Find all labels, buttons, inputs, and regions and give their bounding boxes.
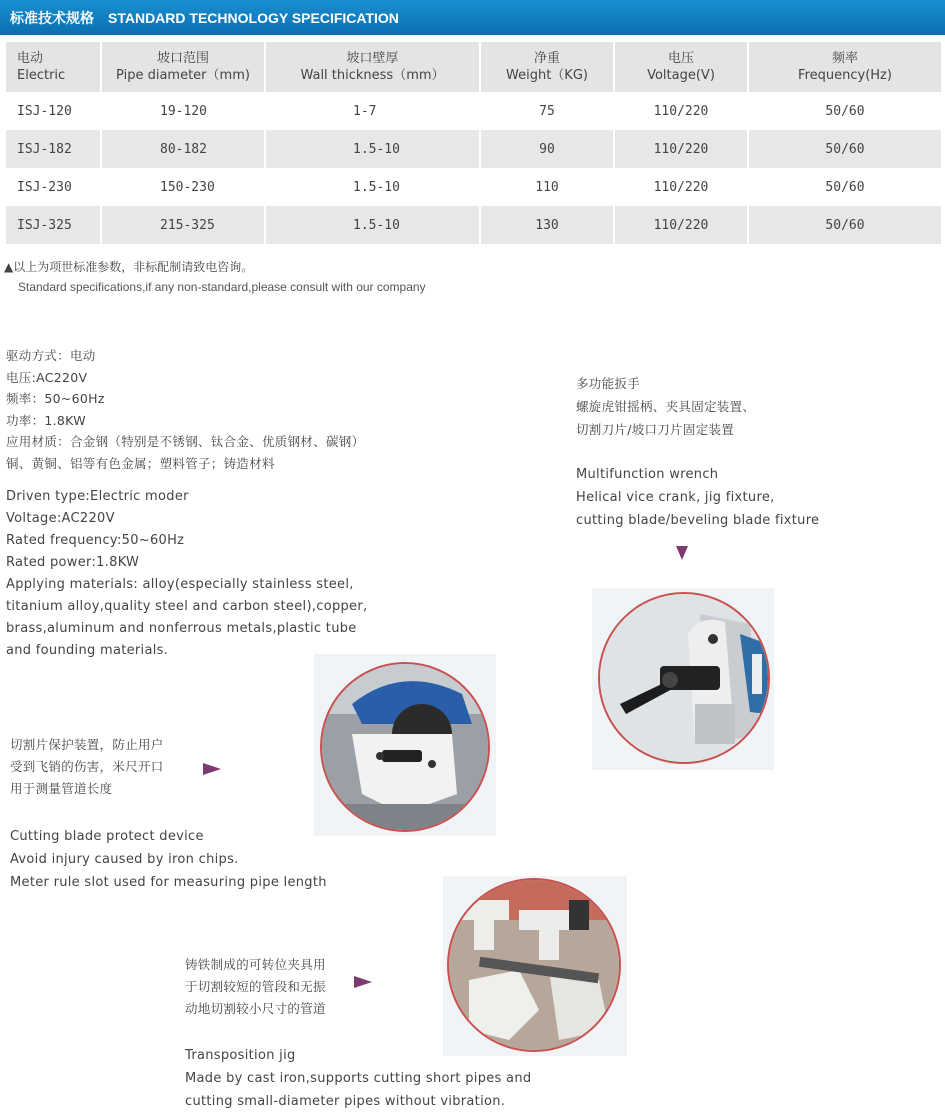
col-header-model: 电动 Electric [6, 42, 101, 92]
cell-weight: 75 [480, 92, 614, 130]
cell-model: ISJ-230 [17, 179, 72, 195]
spec-line: brass,aluminum and nonferrous metals,plastic tube [6, 621, 357, 636]
spec-line: Driven type:Electric moder [6, 489, 189, 504]
blade-zh [10, 734, 164, 800]
cell-frequency: 50/60 [748, 92, 941, 130]
spec-line: 应用材质：合金钢（特别是不锈钢、钛合金、优质钢材、碳钢） [6, 434, 365, 449]
cell-wall-thickness: 1.5-10 [265, 206, 480, 244]
spec-line: and founding materials. [6, 643, 169, 658]
table-row [6, 130, 941, 168]
cell-pipe-diameter: 19-120 [101, 92, 265, 130]
header-title-zh: 标准技术规格 [10, 10, 94, 27]
arrow-right-icon [203, 763, 221, 775]
cell-voltage: 110/220 [614, 92, 748, 130]
cell-weight: 90 [480, 130, 614, 168]
jig-zh-line: 于切割较短的管段和无振 [185, 979, 326, 994]
wrench-en-line: Multifunction wrench [576, 467, 719, 482]
spec-line: Voltage:AC220V [6, 511, 115, 526]
note-en: Standard specifications,if any non-standard,please consult with our company [18, 280, 426, 294]
table-header-row [6, 42, 941, 92]
jig-zh-line: 铸铁制成的可转位夹具用 [185, 957, 326, 972]
blade-guard-illustration [322, 664, 490, 832]
blade-zh-line: 切割片保护装置，防止用户 [10, 737, 164, 752]
photo-ring [598, 592, 770, 764]
spec-line: 频率：50~60Hz [6, 391, 105, 406]
cell-frequency: 50/60 [748, 168, 941, 206]
spec-line: titanium alloy,quality steel and carbon steel),copper, [6, 599, 368, 614]
specs-zh [6, 345, 364, 474]
wrench-photo [592, 588, 774, 770]
cell-model: ISJ-182 [6, 130, 101, 168]
cell-weight: 110 [480, 168, 614, 206]
wrench-zh-line: 多功能扳手 [576, 376, 641, 391]
blade-en [10, 825, 327, 894]
spec-line: 功率：1.8KW [6, 412, 86, 428]
cell-wall-thickness: 1-7 [265, 92, 480, 130]
wrench-machine-illustration [600, 594, 770, 764]
col-header-pipe-diameter: 坡口范围 Pipe diameter（mm) [101, 42, 265, 92]
cell-frequency: 50/60 [748, 130, 941, 168]
spec-line: 驱动方式：电动 [6, 348, 96, 363]
cell-voltage: 110/220 [614, 130, 748, 168]
jig-illustration [449, 880, 621, 1052]
wrench-en [576, 463, 819, 532]
wrench-zh-line: 螺旋虎钳摇柄、夹具固定装置、 [576, 399, 756, 414]
photo-ring [320, 662, 490, 832]
jig-zh-line: 动地切割较小尺寸的管道 [185, 1001, 326, 1016]
arrow-right-icon [354, 976, 372, 988]
cell-model: ISJ-120 [17, 103, 72, 119]
photo-ring [447, 878, 621, 1052]
cell-wall-thickness: 1.5-10 [265, 168, 480, 206]
spec-line: Applying materials: alloy(especially stainless steel, [6, 577, 354, 592]
cell-frequency: 50/60 [748, 206, 941, 244]
blade-en-line: Meter rule slot used for measuring pipe length [10, 875, 327, 890]
blade-en-line: Cutting blade protect device [10, 829, 204, 844]
cell-voltage: 110/220 [614, 168, 748, 206]
cell-weight: 130 [480, 206, 614, 244]
spec-line: Rated power:1.8KW [6, 555, 140, 570]
arrow-down-icon [676, 546, 688, 560]
table-row [6, 92, 941, 130]
col-header-frequency: 频率 Frequency(Hz) [748, 42, 941, 92]
wrench-en-line: cutting blade/beveling blade fixture [576, 513, 820, 528]
spec-line: 电压:AC220V [6, 369, 88, 385]
jig-en-line: Transposition jig [185, 1048, 296, 1063]
jig-en-line: cutting small-diameter pipes without vibration. [185, 1094, 506, 1109]
cell-voltage: 110/220 [614, 206, 748, 244]
wrench-zh-line: 切割刀片/坡口刀片固定装置 [576, 422, 735, 437]
table-row [6, 206, 941, 244]
blade-guard-photo [314, 654, 496, 836]
col-header-voltage: 电压 Voltage(V) [614, 42, 748, 92]
table-row [6, 168, 941, 206]
col-header-weight: 净重 Weight（KG) [480, 42, 614, 92]
col-header-wall-thickness: 坡口壁厚 Wall thickness（mm） [265, 42, 480, 92]
spec-line: 铜、黄铜、铝等有色金属；塑料管子；铸造材料 [6, 455, 275, 471]
header-title-en: STANDARD TECHNOLOGY SPECIFICATION [108, 9, 399, 26]
specs-en [6, 486, 367, 662]
jig-en [185, 1044, 531, 1113]
cell-pipe-diameter: 215-325 [101, 206, 265, 244]
wrench-zh [576, 372, 755, 441]
cell-pipe-diameter: 150-230 [101, 168, 265, 206]
jig-photo [443, 876, 627, 1056]
blade-zh-line: 受到飞销的伤害，米尺开口 [10, 759, 164, 774]
cell-wall-thickness: 1.5-10 [265, 130, 480, 168]
cell-pipe-diameter: 80-182 [101, 130, 265, 168]
spec-table [6, 42, 941, 244]
jig-en-line: Made by cast iron,supports cutting short pipes and [185, 1071, 532, 1086]
cell-model: ISJ-325 [6, 206, 101, 244]
wrench-en-line: Helical vice crank, jig fixture, [576, 490, 775, 505]
spec-header-bar [0, 0, 945, 35]
blade-en-line: Avoid injury caused by iron chips. [10, 852, 239, 867]
jig-zh [185, 954, 326, 1020]
spec-line: Rated frequency:50~60Hz [6, 533, 185, 548]
note-zh: ▲以上为项世标准参数，非标配制请致电咨询。 [4, 260, 254, 274]
blade-zh-line: 用于测量管道长度 [10, 781, 113, 796]
